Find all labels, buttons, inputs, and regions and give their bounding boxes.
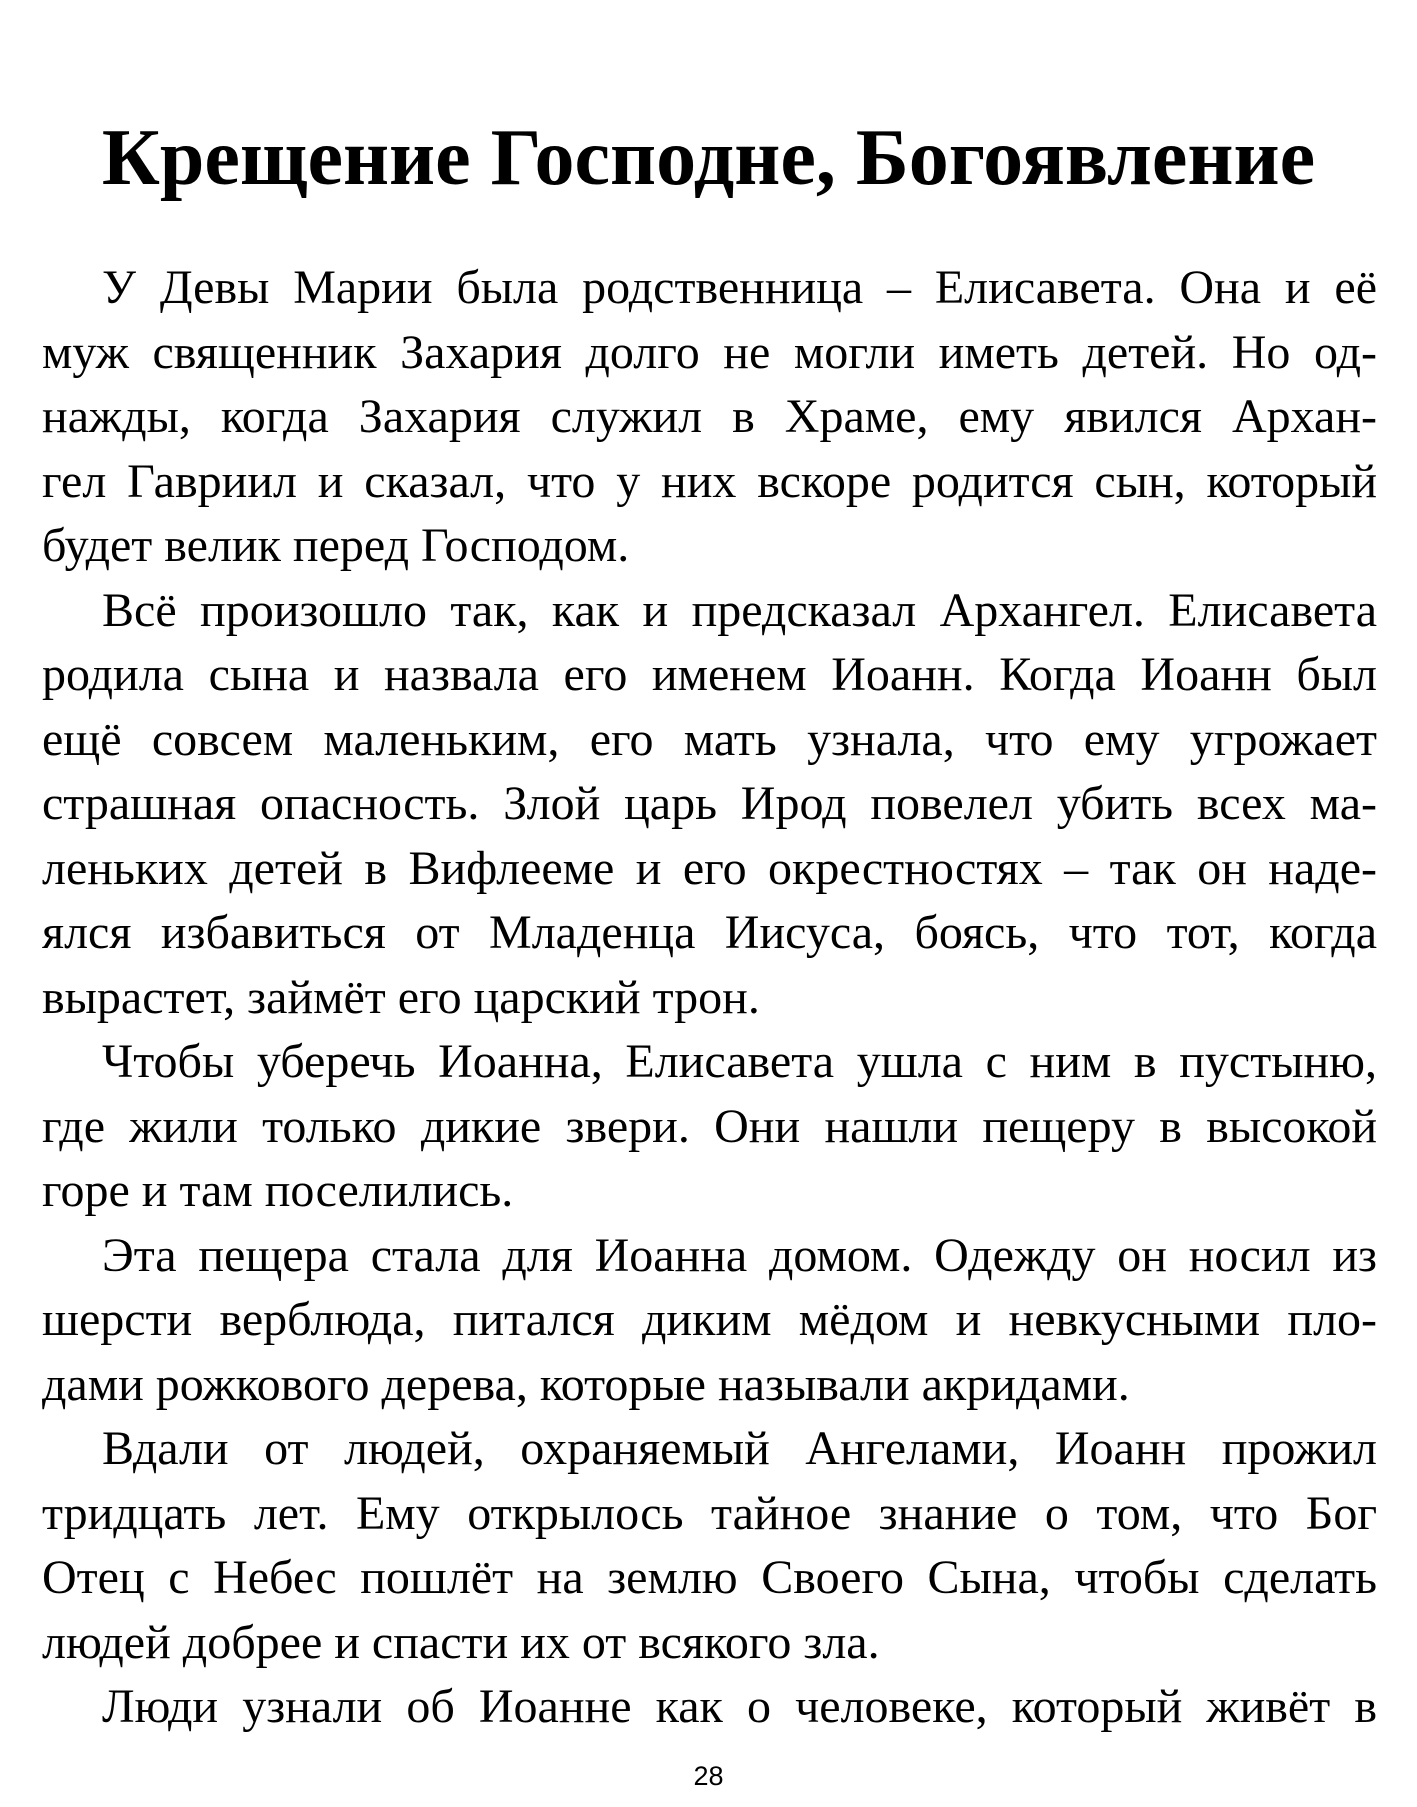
text-line: горе и там поселились.: [42, 1164, 514, 1217]
text-line: страшная опасность. Злой царь Ирод повелел убить всех ма-: [42, 777, 1377, 830]
text-line: Эта пещера стала для Иоанна домом. Одежду он носил из: [102, 1228, 1377, 1282]
body-text: [42, 256, 1377, 1740]
text-line: Отец с Небес пошлёт на землю Своего Сына, чтобы сделать: [42, 1551, 1377, 1604]
text-line: У Девы Марии была родственница – Елисавета. Она и её: [102, 261, 1377, 314]
text-line: гел Гавриил и сказал, что у них вскоре родится сын, который: [42, 454, 1377, 508]
text-line: леньких детей в Вифлееме и его окрестностях – так он наде-: [42, 841, 1377, 895]
text-line: Люди узнали об Иоанне как о человеке, который живёт в: [102, 1680, 1377, 1733]
text-line: родила сына и назвала его именем Иоанн. Когда Иоанн был: [42, 648, 1377, 701]
text-line: шерсти верблюда, питался диким мёдом и невкусными пло-: [42, 1293, 1377, 1346]
text-line: будет велик перед Господом.: [42, 519, 630, 572]
text-line: Вдали от людей, охраняемый Ангелами, Иоанн прожил: [102, 1422, 1377, 1475]
text-line: Всё произошло так, как и предсказал Архангел. Елисавета: [102, 583, 1377, 637]
page-title: Крещение Господне, Богоявление: [101, 114, 1316, 202]
text-line: людей добрее и спасти их от всякого зла.: [42, 1615, 880, 1669]
text-line: где жили только дикие звери. Они нашли пещеру в высокой: [42, 1099, 1377, 1153]
text-line: Чтобы уберечь Иоанна, Елисавета ушла с ним в пустыню,: [102, 1035, 1377, 1088]
text-line: вырастет, займёт его царский трон.: [42, 970, 760, 1024]
page-number: 28: [693, 1761, 724, 1791]
text-line: ещё совсем маленьким, его мать узнала, что ему угрожает: [42, 712, 1377, 766]
text-line: ялся избавиться от Младенца Иисуса, боясь, что тот, когда: [42, 906, 1377, 959]
text-line: тридцать лет. Ему открылось тайное знание о том, что Бог: [42, 1486, 1377, 1540]
text-line: муж священник Захария долго не могли иметь детей. Но од-: [42, 325, 1377, 379]
text-line: дами рожкового дерева, которые называли акридами.: [42, 1357, 1130, 1411]
text-line: нажды, когда Захария служил в Храме, ему явился Архан-: [42, 390, 1377, 443]
